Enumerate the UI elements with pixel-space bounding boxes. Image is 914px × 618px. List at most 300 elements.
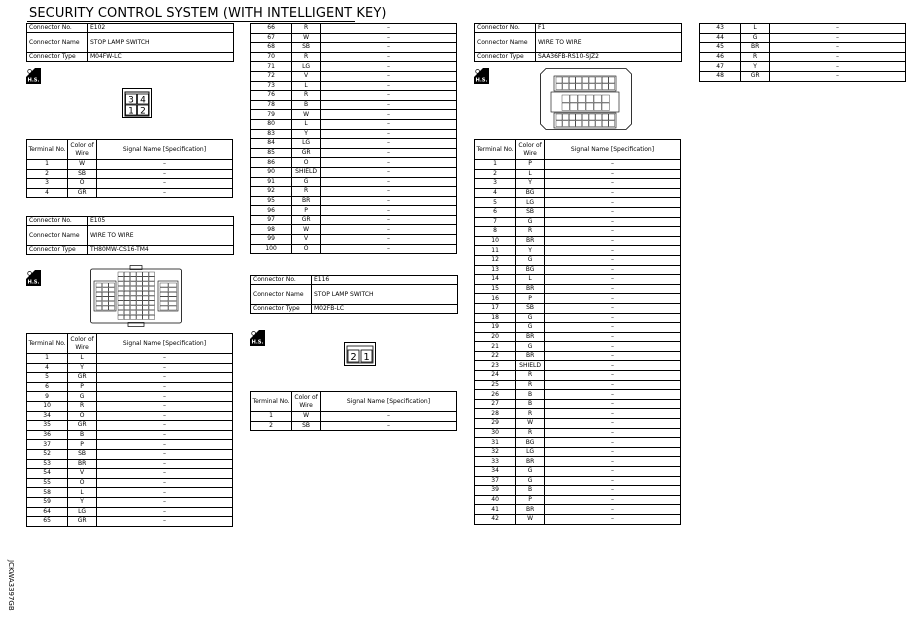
- signal-cell: –: [545, 371, 681, 381]
- pin-cavity: [149, 282, 155, 286]
- connector-type-value: M02FB-LC: [312, 305, 458, 314]
- table-row: [27, 421, 233, 431]
- pin-cavity: [596, 121, 602, 127]
- signal-cell: –: [545, 188, 681, 198]
- connector-no-label: Connector No.: [475, 24, 536, 33]
- pin-cavity: [149, 277, 155, 281]
- signal-cell: –: [545, 265, 681, 275]
- terminal-cell: 100: [251, 244, 292, 254]
- table-row: [251, 196, 457, 206]
- color-cell: G: [516, 476, 545, 486]
- table-row: [251, 100, 457, 110]
- signal-cell: –: [545, 294, 681, 304]
- color-cell: GR: [68, 517, 97, 527]
- pin-cavity: [96, 301, 102, 305]
- table-header-row: [27, 334, 233, 354]
- signal-cell: –: [97, 421, 233, 431]
- table-row: [251, 244, 457, 254]
- terminal-cell: 9: [27, 392, 68, 402]
- terminal-cell: 11: [475, 246, 516, 256]
- terminal-cell: 65: [27, 517, 68, 527]
- terminal-cell: 99: [251, 235, 292, 245]
- terminal-cell: 44: [700, 33, 741, 43]
- color-cell: GR: [292, 215, 321, 225]
- pin-cavity: [556, 77, 562, 83]
- table-row: [27, 497, 233, 507]
- terminal-cell: 67: [251, 33, 292, 43]
- color-cell: R: [68, 401, 97, 411]
- connector-face-e105: [90, 265, 182, 327]
- pin-cavity: [118, 315, 124, 319]
- pin-cavity: [118, 277, 124, 281]
- connector-name-label: Connector Name: [251, 285, 312, 305]
- signal-cell: –: [545, 505, 681, 515]
- pin-cavity: [169, 297, 177, 301]
- signal-cell: –: [321, 215, 457, 225]
- signal-cell: –: [97, 497, 233, 507]
- color-cell: Y: [741, 62, 770, 72]
- color-cell: G: [516, 342, 545, 352]
- table-row: [475, 409, 681, 419]
- signal-cell: –: [97, 488, 233, 498]
- pin-cavity: [143, 301, 149, 305]
- pin-cavity: [586, 103, 593, 110]
- terminal-cell: 54: [27, 469, 68, 479]
- color-cell: B: [68, 430, 97, 440]
- pin-cavity: [149, 310, 155, 314]
- color-cell: LG: [516, 447, 545, 457]
- table-row: [27, 459, 233, 469]
- pin-cavity: [109, 306, 115, 310]
- table-row: [475, 255, 681, 265]
- signal-cell: –: [545, 351, 681, 361]
- table-row: [475, 284, 681, 294]
- color-cell: B: [516, 390, 545, 400]
- table-row: [27, 160, 233, 170]
- table-row: [475, 476, 681, 486]
- terminal-cell: 1: [27, 160, 68, 170]
- color-cell: BG: [516, 438, 545, 448]
- color-cell: P: [68, 440, 97, 450]
- signal-cell: –: [545, 514, 681, 524]
- table-row: [475, 361, 681, 371]
- hs-icon: [26, 68, 41, 84]
- color-cell: R: [292, 187, 321, 197]
- terminal-cell: 18: [475, 313, 516, 323]
- pin-cavity: [102, 288, 108, 292]
- pin-cavity: [124, 310, 130, 314]
- signal-cell: –: [321, 148, 457, 158]
- table-row: [475, 169, 681, 179]
- terminal-cell: 42: [475, 514, 516, 524]
- color-cell: SB: [516, 303, 545, 313]
- table-row: [251, 33, 457, 43]
- pin-cavity: [149, 291, 155, 295]
- pin-cavity: [124, 301, 130, 305]
- hs-icon-text: H.S.: [27, 77, 40, 84]
- pin-cavity: [109, 292, 115, 296]
- pin-cavity: [160, 288, 168, 292]
- page-title: SECURITY CONTROL SYSTEM (WITH INTELLIGENT KEY): [29, 6, 387, 21]
- table-row: [27, 440, 233, 450]
- signal-cell: –: [97, 507, 233, 517]
- terminal-cell: 8: [475, 227, 516, 237]
- signal-cell: –: [545, 390, 681, 400]
- terminal-cell: 31: [475, 438, 516, 448]
- pin-cavity: [102, 297, 108, 301]
- pin-cavity: [582, 84, 588, 90]
- table-row: [251, 167, 457, 177]
- pin-cavity: [160, 283, 168, 287]
- table-row: [27, 382, 233, 392]
- color-cell: L: [516, 169, 545, 179]
- terminal-cell: 33: [475, 457, 516, 467]
- color-cell: L: [516, 275, 545, 285]
- signal-cell: –: [321, 187, 457, 197]
- pin-cavity: [130, 301, 136, 305]
- connector-type-value: SAA36FB-RS10-SJZ2: [536, 53, 682, 62]
- color-cell: G: [741, 33, 770, 43]
- signal-cell: –: [545, 303, 681, 313]
- signal-cell: –: [321, 139, 457, 149]
- color-cell: R: [516, 409, 545, 419]
- signal-cell: –: [321, 421, 457, 431]
- terminal-cell: 34: [475, 467, 516, 477]
- color-cell: O: [68, 478, 97, 488]
- connector-type-value: TH80MW-CS16-TM4: [88, 246, 234, 255]
- table-row: [251, 225, 457, 235]
- signal-cell: –: [321, 158, 457, 168]
- pin-cavity: [96, 283, 102, 287]
- color-cell: W: [516, 419, 545, 429]
- color-cell: BR: [292, 196, 321, 206]
- table-row: [27, 469, 233, 479]
- terminal-cell: 45: [700, 43, 741, 53]
- color-cell: L: [68, 488, 97, 498]
- signal-cell: –: [97, 160, 233, 170]
- table-row: [475, 207, 681, 217]
- color-cell: G: [516, 323, 545, 333]
- signal-cell: –: [97, 430, 233, 440]
- table-row: [27, 169, 233, 179]
- header-signal: Signal Name [Specification]: [545, 140, 681, 160]
- table-row: [251, 412, 457, 422]
- color-cell: P: [68, 382, 97, 392]
- table-row: [27, 179, 233, 189]
- color-cell: BR: [68, 459, 97, 469]
- signal-cell: –: [97, 354, 233, 364]
- pin-cavity: [109, 283, 115, 287]
- color-cell: SB: [292, 421, 321, 431]
- color-cell: W: [516, 514, 545, 524]
- signal-cell: –: [545, 313, 681, 323]
- terminal-cell: 84: [251, 139, 292, 149]
- color-cell: B: [516, 399, 545, 409]
- terminal-cell: 66: [251, 24, 292, 34]
- pin-cavity: [602, 95, 609, 102]
- table-row: [475, 160, 681, 170]
- title-underline: [27, 21, 355, 22]
- terminal-cell: 91: [251, 177, 292, 187]
- color-cell: O: [68, 179, 97, 189]
- color-cell: BG: [516, 188, 545, 198]
- signal-cell: –: [545, 409, 681, 419]
- table-row: [27, 488, 233, 498]
- pin-cavity: [118, 301, 124, 305]
- terminal-cell: 21: [475, 342, 516, 352]
- table-row: [475, 457, 681, 467]
- pin-cavity: [569, 114, 575, 120]
- terminal-cell: 6: [27, 382, 68, 392]
- table-row: [27, 517, 233, 527]
- signal-cell: –: [545, 447, 681, 457]
- color-cell: LG: [68, 507, 97, 517]
- signal-cell: –: [321, 206, 457, 216]
- table-row: [700, 24, 906, 34]
- signal-cell: –: [321, 24, 457, 34]
- terminal-cell: 1: [27, 354, 68, 364]
- pin-cavity: [576, 114, 582, 120]
- table-row: [27, 401, 233, 411]
- terminal-cell: 10: [475, 236, 516, 246]
- pin-cavity: [130, 296, 136, 300]
- color-cell: P: [516, 294, 545, 304]
- signal-cell: –: [321, 81, 457, 91]
- pin-label: 2: [140, 106, 146, 117]
- color-cell: O: [68, 411, 97, 421]
- signal-cell: –: [321, 412, 457, 422]
- pin-cavity: [169, 306, 177, 310]
- terminal-cell: 78: [251, 100, 292, 110]
- pin-cavity: [569, 84, 575, 90]
- color-cell: LG: [292, 62, 321, 72]
- pin-cavity: [582, 114, 588, 120]
- color-cell: SB: [68, 449, 97, 459]
- color-cell: P: [516, 160, 545, 170]
- terminal-cell: 32: [475, 447, 516, 457]
- pin-cavity: [578, 103, 585, 110]
- connector-type-label: Connector Type: [475, 53, 536, 62]
- connector-no-label: Connector No.: [27, 217, 88, 226]
- table-row: [475, 323, 681, 333]
- pin-cavity: [96, 288, 102, 292]
- signal-cell: –: [545, 198, 681, 208]
- pin-cavity: [96, 306, 102, 310]
- pin-cavity: [160, 306, 168, 310]
- color-cell: SHIELD: [292, 167, 321, 177]
- table-header-row: [251, 392, 457, 412]
- hs-icon: [250, 330, 265, 346]
- table-row: [251, 206, 457, 216]
- table-row: [251, 119, 457, 129]
- signal-cell: –: [97, 411, 233, 421]
- table-row: [475, 313, 681, 323]
- signal-cell: –: [97, 363, 233, 373]
- pin-cavity: [160, 301, 168, 305]
- pin-cavity: [130, 315, 136, 319]
- table-row: [475, 265, 681, 275]
- terminal-cell: 25: [475, 380, 516, 390]
- connector-no-label: Connector No.: [27, 24, 88, 33]
- table-row: [27, 430, 233, 440]
- color-cell: O: [292, 244, 321, 254]
- connector-name-value: STOP LAMP SWITCH: [312, 285, 458, 305]
- signal-cell: –: [545, 495, 681, 505]
- pin-cavity: [576, 84, 582, 90]
- terminal-cell: 17: [475, 303, 516, 313]
- connector-type-value: M04FW-LC: [88, 53, 234, 62]
- color-cell: G: [516, 313, 545, 323]
- terminal-cell: 20: [475, 332, 516, 342]
- pin-cavity: [586, 95, 593, 102]
- pin-cavity: [569, 77, 575, 83]
- terminal-cell: 30: [475, 428, 516, 438]
- pin-cavity: [570, 95, 577, 102]
- terminal-cell: 40: [475, 495, 516, 505]
- pin-cavity: [137, 286, 143, 290]
- header-color: Color of Wire: [68, 334, 97, 354]
- color-cell: GR: [292, 148, 321, 158]
- color-cell: R: [292, 52, 321, 62]
- table-row: [475, 495, 681, 505]
- color-cell: G: [68, 392, 97, 402]
- signal-cell: –: [321, 119, 457, 129]
- pin-cavity: [149, 301, 155, 305]
- terminal-cell: 26: [475, 390, 516, 400]
- color-cell: W: [292, 412, 321, 422]
- terminal-cell: 37: [475, 476, 516, 486]
- signal-cell: –: [321, 52, 457, 62]
- pin-cavity: [118, 306, 124, 310]
- pin-cavity: [609, 114, 615, 120]
- color-cell: Y: [292, 129, 321, 139]
- signal-cell: –: [545, 419, 681, 429]
- table-row: [251, 52, 457, 62]
- table-row: [475, 188, 681, 198]
- table-row: [475, 380, 681, 390]
- table-row: [475, 438, 681, 448]
- signal-cell: –: [321, 167, 457, 177]
- signal-cell: –: [545, 217, 681, 227]
- pin-cavity: [118, 310, 124, 314]
- header-color: Color of Wire: [68, 140, 97, 160]
- table-row: [475, 332, 681, 342]
- signal-cell: –: [545, 457, 681, 467]
- color-cell: G: [516, 217, 545, 227]
- table-row: [475, 217, 681, 227]
- terminal-cell: 5: [475, 198, 516, 208]
- table-row: [475, 419, 681, 429]
- color-cell: BR: [516, 284, 545, 294]
- table-row: [475, 179, 681, 189]
- pin-cavity: [124, 291, 130, 295]
- signal-cell: –: [545, 428, 681, 438]
- pin-cavity: [96, 297, 102, 301]
- terminal-cell: 10: [27, 401, 68, 411]
- signal-cell: –: [97, 169, 233, 179]
- color-cell: GR: [68, 373, 97, 383]
- color-cell: R: [292, 24, 321, 34]
- header-terminal: Terminal No.: [27, 140, 68, 160]
- pin-cavity: [594, 103, 601, 110]
- signal-cell: –: [545, 332, 681, 342]
- pin-label: 1: [363, 352, 370, 363]
- hs-icon-text: H.S.: [251, 339, 264, 346]
- signal-cell: –: [545, 227, 681, 237]
- color-cell: G: [516, 467, 545, 477]
- pin-cavity: [124, 286, 130, 290]
- table-row: [251, 148, 457, 158]
- pin-cavity: [102, 301, 108, 305]
- pin-cavity: [589, 84, 595, 90]
- table-row: [475, 514, 681, 524]
- table-row: [475, 342, 681, 352]
- pin-cavity: [109, 301, 115, 305]
- terminal-cell: 24: [475, 371, 516, 381]
- table-row: [700, 33, 906, 43]
- pin-cavity: [137, 301, 143, 305]
- color-cell: W: [292, 225, 321, 235]
- pin-cavity: [149, 286, 155, 290]
- signal-cell: –: [545, 380, 681, 390]
- table-row: [251, 158, 457, 168]
- table-row: [251, 110, 457, 120]
- pin-cavity: [563, 77, 569, 83]
- terminal-cell: 19: [475, 323, 516, 333]
- terminal-cell: 14: [475, 275, 516, 285]
- pin-cavity: [143, 306, 149, 310]
- pin-cavity: [130, 291, 136, 295]
- signal-cell: –: [321, 110, 457, 120]
- header-terminal: Terminal No.: [251, 392, 292, 412]
- signal-cell: –: [770, 33, 906, 43]
- terminal-cell: 48: [700, 71, 741, 81]
- connector-type-label: Connector Type: [27, 246, 88, 255]
- terminal-cell: 68: [251, 43, 292, 53]
- table-row: [251, 71, 457, 81]
- signal-cell: –: [545, 207, 681, 217]
- color-cell: V: [68, 469, 97, 479]
- terminal-cell: 1: [475, 160, 516, 170]
- pin-cavity: [143, 282, 149, 286]
- pin-cavity: [602, 77, 608, 83]
- signal-cell: –: [321, 244, 457, 254]
- signal-cell: –: [770, 24, 906, 34]
- table-row: [475, 275, 681, 285]
- color-cell: R: [516, 371, 545, 381]
- table-row: [27, 363, 233, 373]
- terminal-cell: 95: [251, 196, 292, 206]
- table-row: [251, 62, 457, 72]
- table-row: [700, 43, 906, 53]
- terminal-cell: 3: [475, 179, 516, 189]
- pin-cavity: [609, 84, 615, 90]
- pin-cavity: [96, 292, 102, 296]
- table-row: [700, 52, 906, 62]
- pin-cavity: [137, 306, 143, 310]
- pin-cavity: [109, 288, 115, 292]
- pin-cavity: [137, 296, 143, 300]
- pin-cavity: [149, 272, 155, 276]
- signal-cell: –: [545, 255, 681, 265]
- terminal-table-e116: [250, 391, 457, 431]
- signal-cell: –: [321, 225, 457, 235]
- terminal-cell: 97: [251, 215, 292, 225]
- header-signal: Signal Name [Specification]: [97, 140, 233, 160]
- color-cell: R: [292, 91, 321, 101]
- table-row: [27, 507, 233, 517]
- table-row: [251, 215, 457, 225]
